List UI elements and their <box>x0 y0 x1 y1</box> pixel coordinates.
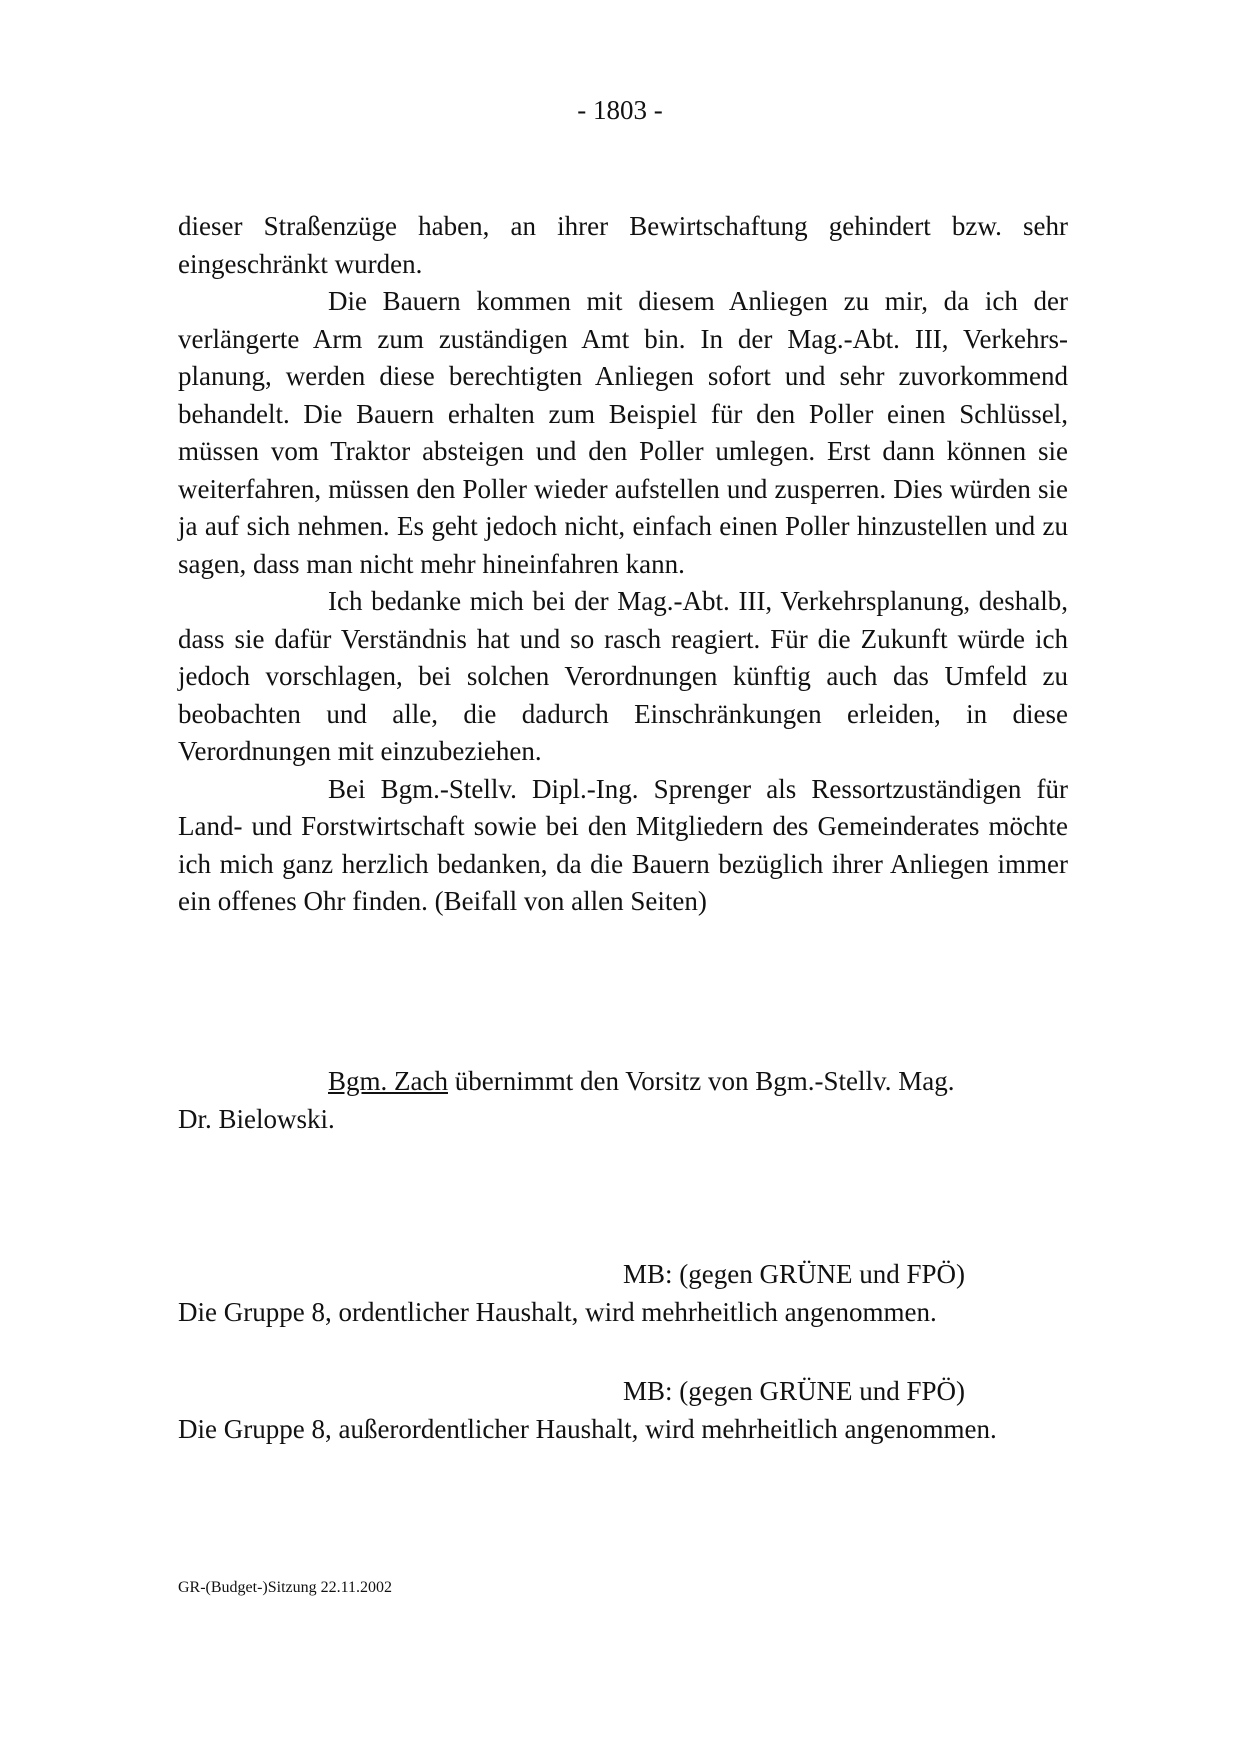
paragraph-thanks-department: Ich bedanke mich bei der Mag.-Abt. III, Verkehrsplanung, deshalb, dass sie dafür Verständnis hat und so rasch reagiert. Für die Zukunft würde ich jedoch vorschlagen, bei solchen Verordnungen künftig auch das Umfeld zu beobachten und alle, die dadurch Einschränkungen erleiden, in diese Verordnungen mit einzubeziehen. <box>178 586 1068 766</box>
chair-speaker: Bgm. Zach <box>328 1066 448 1096</box>
paragraph-continuation: dieser Straßenzüge haben, an ihrer Bewirtschaftung gehindert bzw. sehr eingeschränkt wurden. <box>178 211 1068 279</box>
page-number: - 1803 - <box>577 95 663 125</box>
vote-result: Die Gruppe 8, außerordentlicher Haushalt, wird mehrheitlich angenommen. <box>178 1413 997 1444</box>
vote-mb-note: MB: (gegen GRÜNE und FPÖ) <box>623 1376 965 1406</box>
speech-text <box>178 208 1068 921</box>
vote-mb-note: MB: (gegen GRÜNE und FPÖ) <box>623 1259 965 1289</box>
chair-change-note <box>178 1063 1068 1138</box>
vote-result: Die Gruppe 8, ordentlicher Haushalt, wird mehrheitlich angenommen. <box>178 1296 937 1327</box>
paragraph-thanks-council: Bei Bgm.-Stellv. Dipl.-Ing. Sprenger als Ressortzuständigen für Land- und Forstwirtschaft sowie bei den Mitgliedern des Gemeinderates möchte ich mich ganz herzlich bedanken, da die Bauern bezüglich ihrer Anliegen immer ein offenes Ohr finden. (Beifall von allen Seiten) <box>178 773 1068 916</box>
vote-ordinary-budget <box>178 1256 1078 1331</box>
footer-session-info: GR-(Budget-)Sitzung 22.11.2002 <box>178 1579 393 1596</box>
chair-change-line <box>178 1063 1068 1101</box>
chair-change-line-2: Dr. Bielowski. <box>178 1103 335 1134</box>
paragraph-farmers-request: Die Bauern kommen mit diesem Anliegen zu mir, da ich der verlängerte Arm zum zuständigen Amt bin. In der Mag.-Abt. III, Verkehrsplanung, werden diese berechtigten Anliegen sofort und sehr zuvorkommend behandelt. Die Bauern erhalten zum Beispiel für den Poller einen Schlüssel, müssen vom Traktor absteigen und den Poller umlegen. Erst dann können sie weiterfahren, müssen den Poller wieder aufstellen und zusperren. Dies würden sie ja auf sich nehmen. Es geht jedoch nicht, einfach einen Poller hinzustellen und zu sagen, dass man nicht mehr hineinfahren kann. <box>178 286 1068 579</box>
chair-change-text: übernimmt den Vorsitz von Bgm.-Stellv. Mag. <box>447 1066 955 1096</box>
vote-extraordinary-budget <box>178 1373 1078 1448</box>
